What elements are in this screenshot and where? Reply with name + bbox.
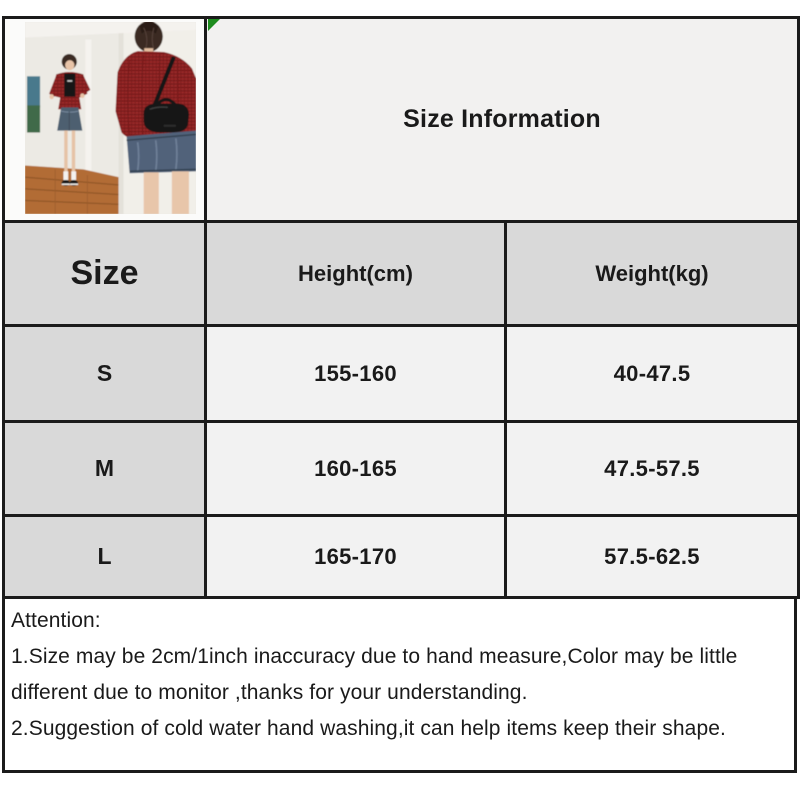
table-header-row — [4, 222, 799, 326]
attention-box — [2, 599, 797, 773]
column-header-weight: Weight(kg) — [506, 222, 799, 326]
page-title: Size Information — [403, 105, 601, 133]
column-header-height: Height(cm) — [206, 222, 506, 326]
attention-heading: Attention: — [11, 609, 101, 632]
height-value-m: 160-165 — [206, 422, 506, 516]
photo-title-row — [4, 18, 799, 222]
table-row — [4, 326, 799, 422]
size-information-sheet — [2, 16, 797, 773]
product-photo-illustration — [25, 22, 196, 214]
weight-value-s: 40-47.5 — [506, 326, 799, 422]
title-cell — [206, 18, 799, 222]
weight-value-l: 57.5-62.5 — [506, 516, 799, 598]
column-header-size: Size — [4, 222, 206, 326]
product-photo — [25, 22, 196, 214]
table-row — [4, 516, 799, 598]
size-label-l: L — [4, 516, 206, 598]
attention-note-2: 2.Suggestion of cold water hand washing,it can help items keep their shape. — [11, 717, 726, 740]
height-value-l: 165-170 — [206, 516, 506, 598]
table-row — [4, 422, 799, 516]
attention-note-1: 1.Size may be 2cm/1inch inaccuracy due to hand measure,Color may be little different due to monitor ,thanks for your understanding. — [11, 645, 738, 704]
excel-error-triangle-icon — [208, 19, 220, 31]
size-label-s: S — [4, 326, 206, 422]
height-value-s: 155-160 — [206, 326, 506, 422]
size-label-m: M — [4, 422, 206, 516]
size-table — [2, 16, 800, 599]
weight-value-m: 47.5-57.5 — [506, 422, 799, 516]
product-photo-cell — [4, 18, 206, 222]
